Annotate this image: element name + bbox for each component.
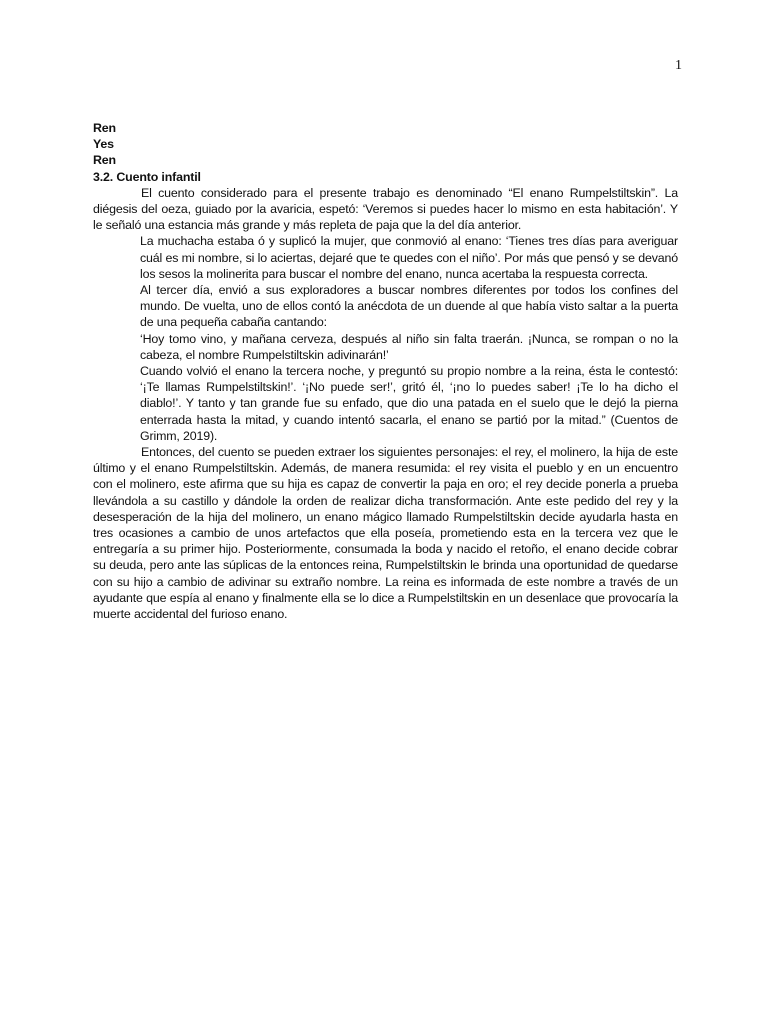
section-heading: 3.2. Cuento infantil: [93, 169, 201, 184]
heading-line-1: Ren: [93, 121, 116, 135]
heading-line-3: Ren: [93, 153, 116, 168]
quote-paragraph-2: Al tercer día, envió a sus exploradores a buscar nombres diferentes por todos los confines del mundo. De vuelta, uno de ellos contó la anécdota de un duende al que había visto saltar a la puerta de una pequeña cabaña cantando:: [140, 283, 678, 330]
page-number: 1: [675, 58, 682, 73]
document-body: [93, 120, 678, 622]
paragraph-intro: El cuento considerado para el presente trabajo es denominado “El enano Rumpelstiltskin”. La diégesis del oeza, guiado por la avaricia, espetó: ‘Veremos si puedes hacer lo mismo en esta habitación’. Y le señaló una estancia más grande y más repleta de paja que la del día anterior.: [93, 185, 678, 233]
paragraph-summary: Entonces, del cuento se pueden extraer los siguientes personajes: el rey, el molinero, la hija de este último y el enano Rumpelstiltskin. Además, de manera resumida: el rey visita el pueblo y en un encuentro con el molinero, este afirma que su hija es capaz de convertir la paja en oro; el rey decide ponerla a prueba llevándola a su castillo y dándole la orden de realizar dicha transformación. Ante este pedido del rey y la desesperación de la hija del molinero, un enano mágico llamado Rumpelstiltskin decide ayudarla hasta en tres ocasiones a cambio de unos artefactos que ella poseía, prometiendo esta en la tercera vez que le entregaría a su primer hijo. Posteriormente, consumada la boda y nacido el retoño, el enano decide cobrar su deuda, pero ante las súplicas de la entonces reina, Rumpelstiltskin le brinda una oportunidad de quedarse con su hijo a cambio de adivinar su extraño nombre. La reina es informada de este nombre a través de un ayudante que espía al enano y finalmente ella se lo dice a Rumpelstiltskin en un desenlace que provocaría la muerte accidental del furioso enano.: [93, 445, 678, 622]
quote-paragraph-3: ‘Hoy tomo vino, y mañana cerveza, después al niño sin falta traerán. ¡Nunca, se rompan o no la cabeza, el nombre Rumpelstiltskin adivinarán!’: [140, 331, 678, 362]
quote-paragraph-1: La muchacha estaba ó y suplicó la mujer, que conmovió al enano: ‘Tienes tres días para averiguar cuál es mi nombre, si lo aciertas, dejaré que te quedes con el niño’. Por más que pensó y se devanó los sesos la molinerita para buscar el nombre del enano, nunca acertaba la respuesta correcta.: [140, 234, 678, 281]
quote-paragraph-4: Cuando volvió el enano la tercera noche, y preguntó su propio nombre a la reina, ésta le contestó: ‘¡Te llamas Rumpelstiltskin!’. ‘¡No puede ser!’, gritó él, ‘¡no lo puedes saber! ¡Te lo ha dicho el diablo!’. Y tanto y tan grande fue su enfado, que dio una patada en el suelo que le dejó la pierna enterrada hasta la mitad, y cuando intentó sacarla, el enano se partió por la mitad.” (Cuentos de Grimm, 2019).: [140, 364, 678, 443]
heading-line-2: Yes: [93, 137, 114, 152]
